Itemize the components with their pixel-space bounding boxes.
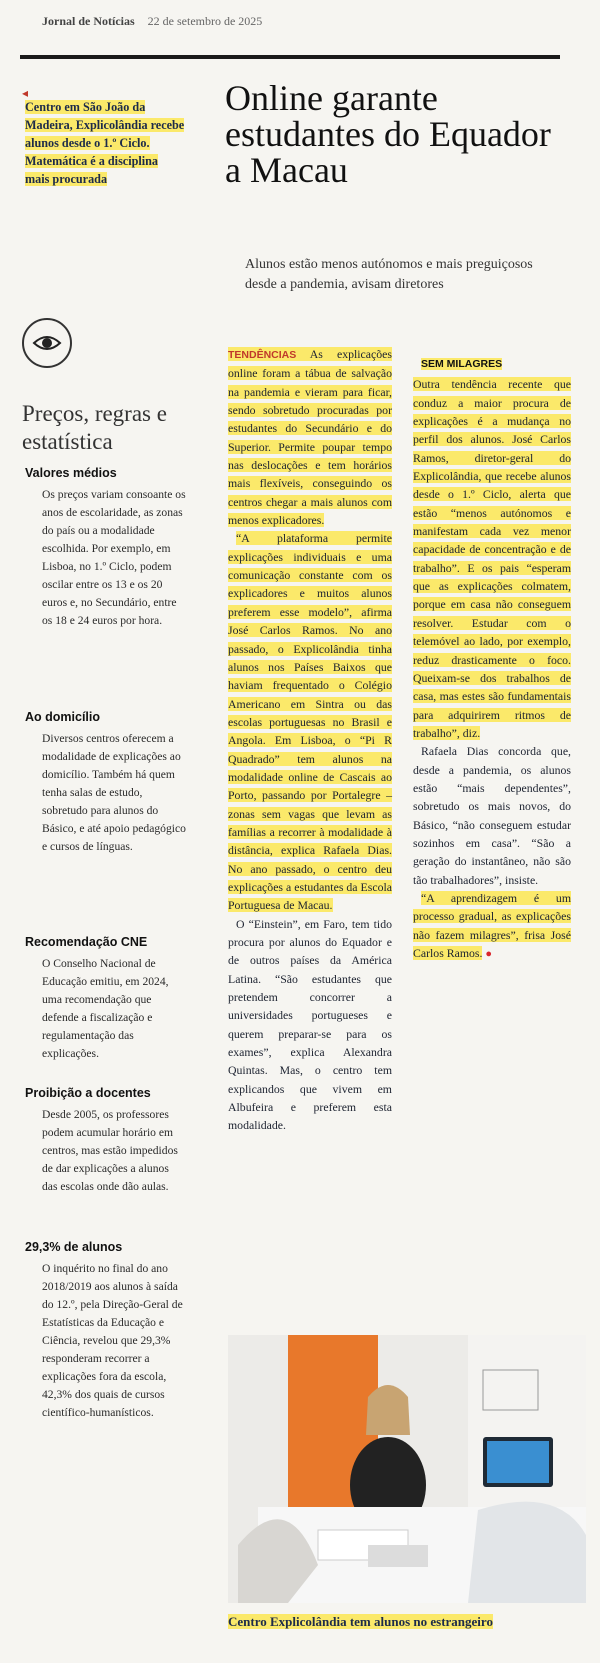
publication-date: 22 de setembro de 2025: [147, 14, 263, 28]
article-paragraph: Rafaela Dias concorda que, desde a pandemia, os alunos estão “mais dependentes”, sobretudo os mais novos, do Básico, “não conseguem estudar sozinhos em casa”. “São a geração do instantâneo, não são tão trabalhadores”, insiste.: [413, 744, 571, 887]
sidebar-text: Os preços variam consoante os anos de escolaridade, as zonas do país ou a modalidade escolhida. Por exemplo, em Lisboa, no 1.º Ciclo, podem oscilar entre os 13 e os 20 euros e, no Secundário, entre os 18 e 24 euros por hora.: [42, 488, 186, 627]
lead-text: Centro em São João da Madeira, Explicolândia recebe alunos desde o 1.º Ciclo. Matemática é a disciplina mais procurada: [25, 100, 185, 186]
article-paragraph: “A aprendizagem é um processo gradual, as explicações não fazem milagres”, frisa José Carlos Ramos. ●: [413, 890, 571, 960]
sidebar-text: O inquérito no final do ano 2018/2019 aos alunos à saída do 12.º, pela Direção-Geral de Estatísticas da Educação e Ciência, revelou que 29,3% responderam recorrer a explicações fora da escola, 42,3% dos quais de cursos científico-humanísticos.: [42, 1262, 183, 1419]
sidebar-heading: Recomendação CNE: [25, 935, 148, 949]
sidebar-text: O Conselho Nacional de Educação emitiu, em 2024, uma recomendação que defende a fiscalização e regulamentação das explicações.: [42, 957, 169, 1060]
sidebar-text: Diversos centros oferecem a modalidade de explicações ao domicílio. Também há quem tenha salas de estudo, sobretudo para alunos do Básico, e até apoio pedagógico e cursos de línguas.: [42, 732, 186, 853]
subtitle: Alunos estão menos autónomos e mais preguiçosos desde a pandemia, avisam diretores: [245, 257, 533, 292]
photo-caption: Centro Explicolândia tem alunos no estrangeiro: [228, 1614, 493, 1629]
header-rule: [20, 55, 560, 59]
section-subhead: SEM MILAGRES: [421, 358, 503, 370]
back-arrow-icon: ◂: [22, 86, 29, 100]
article-paragraph: TENDÊNCIAS As explicações online foram a tábua de salvação na pandemia e vieram para ficar, sendo sobretudo procuradas por estudantes do Secundário e do Superior. Permite poupar tempo nas deslocações e tem horários mais flexíveis, conseguindo os centros chegar a mais alunos com menos explicadores.: [228, 347, 392, 528]
sidebar-heading: Proibição a docentes: [25, 1086, 151, 1100]
article-photo: [228, 1335, 586, 1603]
article-paragraph: O “Einstein”, em Faro, tem tido procura por alunos do Equador e de outros países da América Latina. “São estudantes que pretendem concorrer a universidades portugueses e querem preparar-se para os exames”, explica Alexandra Quintas. Mas, o centro tem explicandos que vivem em Albufeira e preferem esta modalidade.: [228, 916, 392, 1133]
publication-header: [42, 14, 262, 29]
article-column-1: [228, 345, 392, 1135]
publication-name: Jornal de Notícias: [42, 14, 135, 28]
sidebar-heading: Ao domicílio: [25, 710, 100, 724]
end-mark-icon: ●: [485, 948, 493, 960]
sidebar-heading: 29,3% de alunos: [25, 1240, 123, 1254]
sidebar-text: Desde 2005, os professores podem acumular horário em centros, mas estão impedidos de dar explicações a alunos das escolas onde dão aulas.: [42, 1108, 178, 1193]
sidebar-title: Preços, regras e estatística: [22, 401, 167, 454]
headline: Online garante estudantes do Equador a Macau: [225, 78, 551, 190]
article-column-2: [413, 345, 571, 963]
sidebar-heading: Valores médios: [25, 466, 117, 480]
article-paragraph: Outra tendência recente que conduz a maior procura de explicações é a mudança no perfil dos alunos. José Carlos Ramos, diretor-geral do Explicolândia, que recebe alunos desde o 1.º Ciclo, alerta que estão “menos autónomos e manifestam cada vez menor capacidade de concentração e de trabalho”. E os pais “esperam que as explicações colmatem, porque em casa não conseguem resolver. Estudar com o telemóvel ao lado, por exemplo, reduz drasticamente o foco. Queixam-se dos trabalhos de casa, mas estes são fundamentais para adquirirem ritmos de trabalho”, diz.: [413, 377, 571, 740]
article-paragraph: “A plataforma permite explicações individuais e uma comunicação constante com os explicadores e muitos alunos preferem esse modelo”, afirma José Carlos Ramos. No ano passado, o Explicolândia tinha alunos nos Países Baixos que haviam frequentado o Colégio Americano em Sintra ou das escolas portuguesas no Brasil e Angola. Em Lisboa, o “Pi R Quadrado” tem alunos na modalidade online de Cascais ao Porto, passando por Portalegre – zonas sem vagas que levam as famílias a recorrer à modalidade à distância, explica Rafaela Dias. No ano passado, o centro deu explicações a estudantes da Escola Portuguesa de Macau.: [228, 531, 392, 913]
kicker: TENDÊNCIAS: [228, 349, 297, 361]
eye-icon: [22, 318, 72, 368]
